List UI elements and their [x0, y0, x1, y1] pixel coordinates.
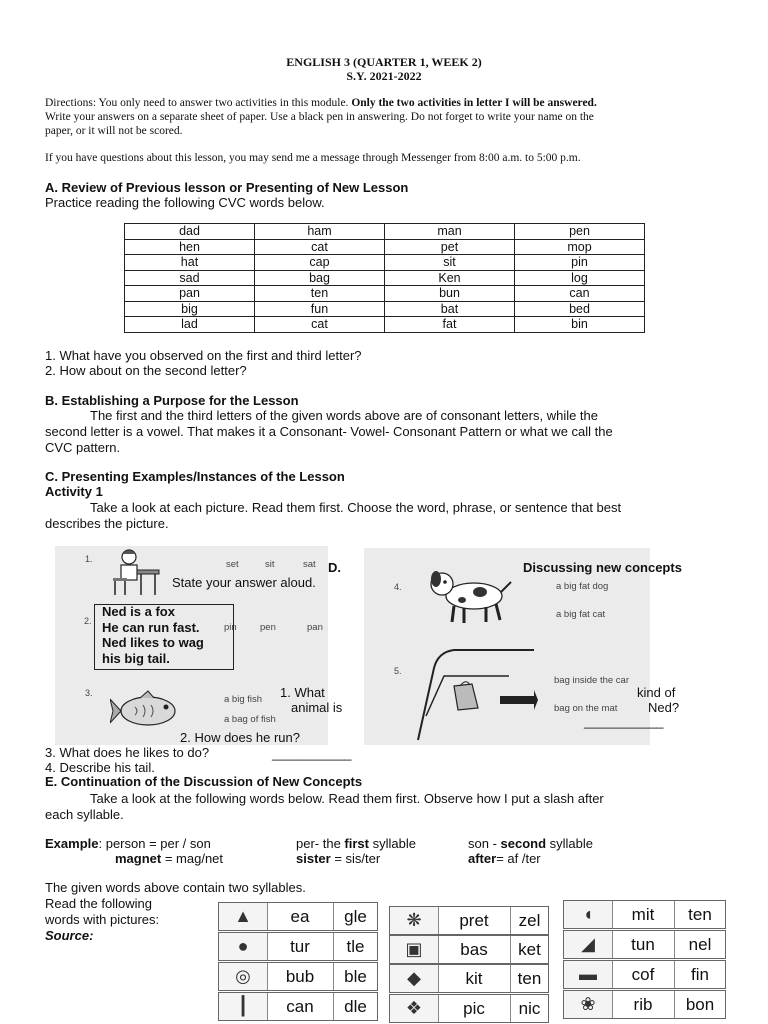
syllable-grid-3	[563, 900, 726, 1024]
syllable-row	[389, 935, 549, 964]
cvc-word-cell: bat	[385, 301, 515, 317]
second-syllable: nic	[518, 999, 541, 1018]
cvc-table-row	[125, 224, 645, 240]
second-syllable: dle	[344, 997, 367, 1016]
ex-sister-bold: sister	[296, 851, 331, 866]
cvc-word-cell: pan	[125, 286, 255, 302]
ex-son-text: son -	[468, 836, 501, 851]
cvc-word-cell: ten	[255, 286, 385, 302]
ex-second-bold: second	[500, 836, 547, 851]
directions-lead: Directions: You only need to answer two activities in this module.	[45, 97, 352, 109]
section-c-title: C. Presenting Examples/Instances of the Lesson	[45, 469, 345, 484]
syllable-grid-2	[389, 906, 549, 1024]
ex-sister-split: = sis/ter	[330, 851, 381, 866]
directions-line3: paper, or it will not be scored.	[45, 125, 183, 137]
option-pen: pen	[260, 622, 276, 633]
first-syllable: tur	[290, 937, 310, 956]
ned-line-3: Ned likes to wag	[102, 635, 204, 650]
ribbon-icon: ❀	[564, 991, 613, 1018]
section-c-line2: describes the picture.	[45, 516, 169, 531]
school-year: S.Y. 2021-2022	[346, 69, 422, 83]
syllable-row	[389, 964, 549, 993]
example-6	[468, 851, 541, 867]
syllable-row	[218, 962, 378, 991]
first-syllable: bas	[460, 940, 488, 959]
boy-at-desk-icon	[95, 548, 170, 598]
section-d-label: D.	[328, 560, 341, 575]
syllable-row	[563, 990, 726, 1019]
cvc-word-cell: fun	[255, 301, 385, 317]
activity-1-title: Activity 1	[45, 484, 103, 499]
cvc-word-cell: mop	[515, 239, 645, 255]
option-sit: sit	[265, 559, 275, 570]
option-sat: sat	[303, 559, 316, 570]
second-syllable: gle	[344, 907, 367, 926]
first-syllable: can	[286, 997, 314, 1016]
syllable-row	[563, 930, 726, 959]
cvc-table-row	[125, 255, 645, 271]
mitten-icon: ◖	[564, 901, 613, 928]
cvc-word-cell: Ken	[385, 270, 515, 286]
syllable-grid-1	[218, 902, 378, 1024]
item-3-number: 3.	[85, 688, 93, 698]
section-c-body	[45, 500, 745, 532]
example-person: : person = per / son	[98, 836, 211, 851]
first-syllable: cof	[631, 965, 655, 984]
item-5-number: 5.	[394, 666, 402, 676]
first-syllable: ea	[290, 907, 310, 926]
directions-line2: Write your answers on a separate sheet of paper. Use a black pen in answering. Do not forget to write your name on the	[45, 111, 594, 123]
cvc-word-cell: cat	[255, 239, 385, 255]
candle-icon: ┃	[219, 993, 268, 1020]
eagle-icon: ▲	[219, 903, 268, 930]
source-label: Source:	[45, 928, 94, 943]
question-1: 1. What have you observed on the first and third letter?	[45, 348, 362, 363]
coffin-icon: ▬	[564, 961, 613, 988]
option-set: set	[226, 559, 239, 570]
syllable-row	[218, 932, 378, 961]
ned-line-2: He can run fast.	[102, 619, 200, 635]
option-pan: pan	[307, 622, 323, 633]
section-e-title: E. Continuation of the Discussion of New Concepts	[45, 774, 363, 789]
first-syllable: kit	[465, 969, 483, 988]
ex-magnet-bold: magnet	[115, 851, 162, 866]
question-2: 2. How about on the second letter?	[45, 363, 247, 378]
first-syllable: tun	[631, 935, 655, 954]
section-e-body	[45, 791, 745, 823]
second-syllable: ket	[518, 940, 541, 959]
section-b-line3: CVC pattern.	[45, 440, 121, 455]
second-syllable: bon	[685, 995, 715, 1014]
second-syllable: ble	[344, 967, 367, 986]
cvc-word-cell: fat	[385, 317, 515, 333]
d-question-4: 4. Describe his tail.	[45, 760, 155, 775]
cvc-word-cell: hat	[125, 255, 255, 271]
state-answer-aloud: State your answer aloud.	[172, 575, 316, 590]
bubble-icon: ◎	[219, 963, 268, 990]
item-2-number: 2.	[84, 616, 92, 626]
first-syllable: bub	[285, 967, 315, 986]
answer-blank-1: ___________	[584, 714, 664, 729]
first-syllable: pret	[459, 911, 489, 930]
pretzel-icon: ❋	[390, 907, 439, 934]
cvc-words-table	[124, 223, 645, 333]
second-syllable: nel	[688, 935, 712, 954]
syllable-row	[218, 902, 378, 931]
cvc-word-cell: bun	[385, 286, 515, 302]
ex-after-bold: after	[468, 851, 497, 866]
item-1-number: 1.	[85, 554, 93, 564]
cvc-word-cell: hen	[125, 239, 255, 255]
section-c-line1: Take a look at each picture. Read them first. Choose the word, phrase, or sentence that best	[90, 500, 622, 515]
second-syllable: tle	[346, 937, 365, 956]
two-syllables-note: The given words above contain two syllables.	[45, 880, 306, 895]
section-e-line2: each syllable.	[45, 807, 124, 822]
cvc-table-row	[125, 286, 645, 302]
cvc-word-cell: bin	[515, 317, 645, 333]
cvc-word-cell: ham	[255, 224, 385, 240]
ned-line-4: his big tail.	[102, 650, 170, 666]
d-question-1a: 1. What	[280, 685, 325, 700]
read-following-2: words with pictures:	[45, 912, 160, 927]
car-with-bag-icon	[414, 646, 539, 742]
cvc-word-cell: can	[515, 286, 645, 302]
answer-blank-3: ___________	[272, 746, 352, 761]
d-question-1c: kind of	[637, 685, 676, 700]
option-big-fat-dog: a big fat dog	[556, 581, 609, 592]
basket-icon: ▣	[390, 936, 439, 963]
option-pin: pin	[224, 622, 237, 633]
second-syllable: zel	[518, 911, 541, 930]
option-bag-on-mat: bag on the mat	[554, 703, 618, 714]
section-b-body	[45, 408, 745, 456]
first-syllable: rib	[633, 995, 653, 1014]
dog-icon	[424, 566, 514, 626]
option-a-bag-of-fish: a bag of fish	[224, 714, 276, 725]
ex-per-text: per- the	[296, 836, 345, 851]
syllable-row	[389, 994, 549, 1023]
cvc-table-row	[125, 239, 645, 255]
example-3	[468, 836, 593, 852]
cvc-word-cell: pet	[385, 239, 515, 255]
syllable-row	[218, 992, 378, 1021]
cvc-word-cell: pen	[515, 224, 645, 240]
ex-after-split: = af /ter	[496, 851, 541, 866]
cvc-table-row	[125, 317, 645, 333]
ex-syllable-2: syllable	[546, 836, 593, 851]
d-question-3: 3. What does he likes to do?	[45, 745, 210, 760]
cvc-word-cell: bed	[515, 301, 645, 317]
cvc-word-cell: big	[125, 301, 255, 317]
second-syllable: ten	[688, 905, 712, 924]
d-question-1d: Ned?	[648, 700, 680, 715]
section-d-title: Discussing new concepts	[523, 560, 682, 575]
ex-magnet-split: = mag/net	[161, 851, 224, 866]
syllable-row	[563, 960, 726, 989]
cvc-word-cell: pin	[515, 255, 645, 271]
read-following-1: Read the following	[45, 896, 152, 911]
questions-note: If you have questions about this lesson, you may send me a message through Messenger from 8:00 a.m. to 5:00 p.m.	[45, 152, 581, 164]
cvc-word-cell: dad	[125, 224, 255, 240]
cvc-word-cell: log	[515, 270, 645, 286]
ex-first-bold: first	[344, 836, 369, 851]
section-a-intro: Practice reading the following CVC words below.	[45, 195, 325, 210]
kitten-icon: ◆	[390, 965, 439, 992]
example-5	[296, 851, 380, 867]
cvc-table-row	[125, 301, 645, 317]
first-syllable: mit	[631, 905, 655, 924]
fish-icon	[110, 689, 190, 734]
section-b-title: B. Establishing a Purpose for the Lesson	[45, 393, 299, 408]
section-e-line1: Take a look at the following words below. Read them first. Observe how I put a slash after	[90, 791, 604, 806]
section-b-line1: The first and the third letters of the given words above are of consonant letters, while the	[90, 408, 599, 423]
cvc-word-cell: lad	[125, 317, 255, 333]
tunnel-icon: ◢	[564, 931, 613, 958]
cvc-word-cell: sad	[125, 270, 255, 286]
d-question-1b: animal is	[291, 700, 343, 715]
first-syllable: pic	[463, 999, 485, 1018]
option-a-big-fish: a big fish	[224, 694, 263, 705]
example-2	[296, 836, 416, 852]
example-label: Example	[45, 836, 99, 851]
directions-bold: Only the two activities in letter I will be answered.	[351, 97, 597, 109]
cvc-word-cell: cap	[255, 255, 385, 271]
option-bag-inside-car: bag inside the car	[554, 675, 629, 686]
cvc-word-cell: bag	[255, 270, 385, 286]
cvc-word-cell: cat	[255, 317, 385, 333]
syllable-row	[563, 900, 726, 929]
option-big-fat-cat: a big fat cat	[556, 609, 606, 620]
section-b-line2: second letter is a vowel. That makes it a Consonant- Vowel- Consonant Pattern or what we call the	[45, 424, 613, 439]
ned-story	[102, 604, 204, 666]
ex-syllable-1: syllable	[368, 836, 416, 851]
doc-title: ENGLISH 3 (QUARTER 1, WEEK 2)	[286, 55, 482, 69]
d-question-2: 2. How does he run?	[180, 730, 300, 745]
item-4-number: 4.	[394, 582, 402, 592]
example-1	[45, 836, 211, 852]
cvc-word-cell: sit	[385, 255, 515, 271]
second-syllable: ten	[517, 969, 542, 988]
example-4	[115, 851, 223, 867]
second-syllable: fin	[691, 965, 709, 984]
syllable-row	[389, 906, 549, 935]
ned-line-1: Ned is a fox	[102, 604, 175, 619]
picnic-icon: ❖	[390, 995, 439, 1022]
turtle-icon: ●	[219, 933, 268, 960]
cvc-table-row	[125, 270, 645, 286]
section-a-title: A. Review of Previous lesson or Presenting of New Lesson	[45, 180, 409, 195]
directions	[45, 96, 735, 138]
cvc-word-cell: man	[385, 224, 515, 240]
